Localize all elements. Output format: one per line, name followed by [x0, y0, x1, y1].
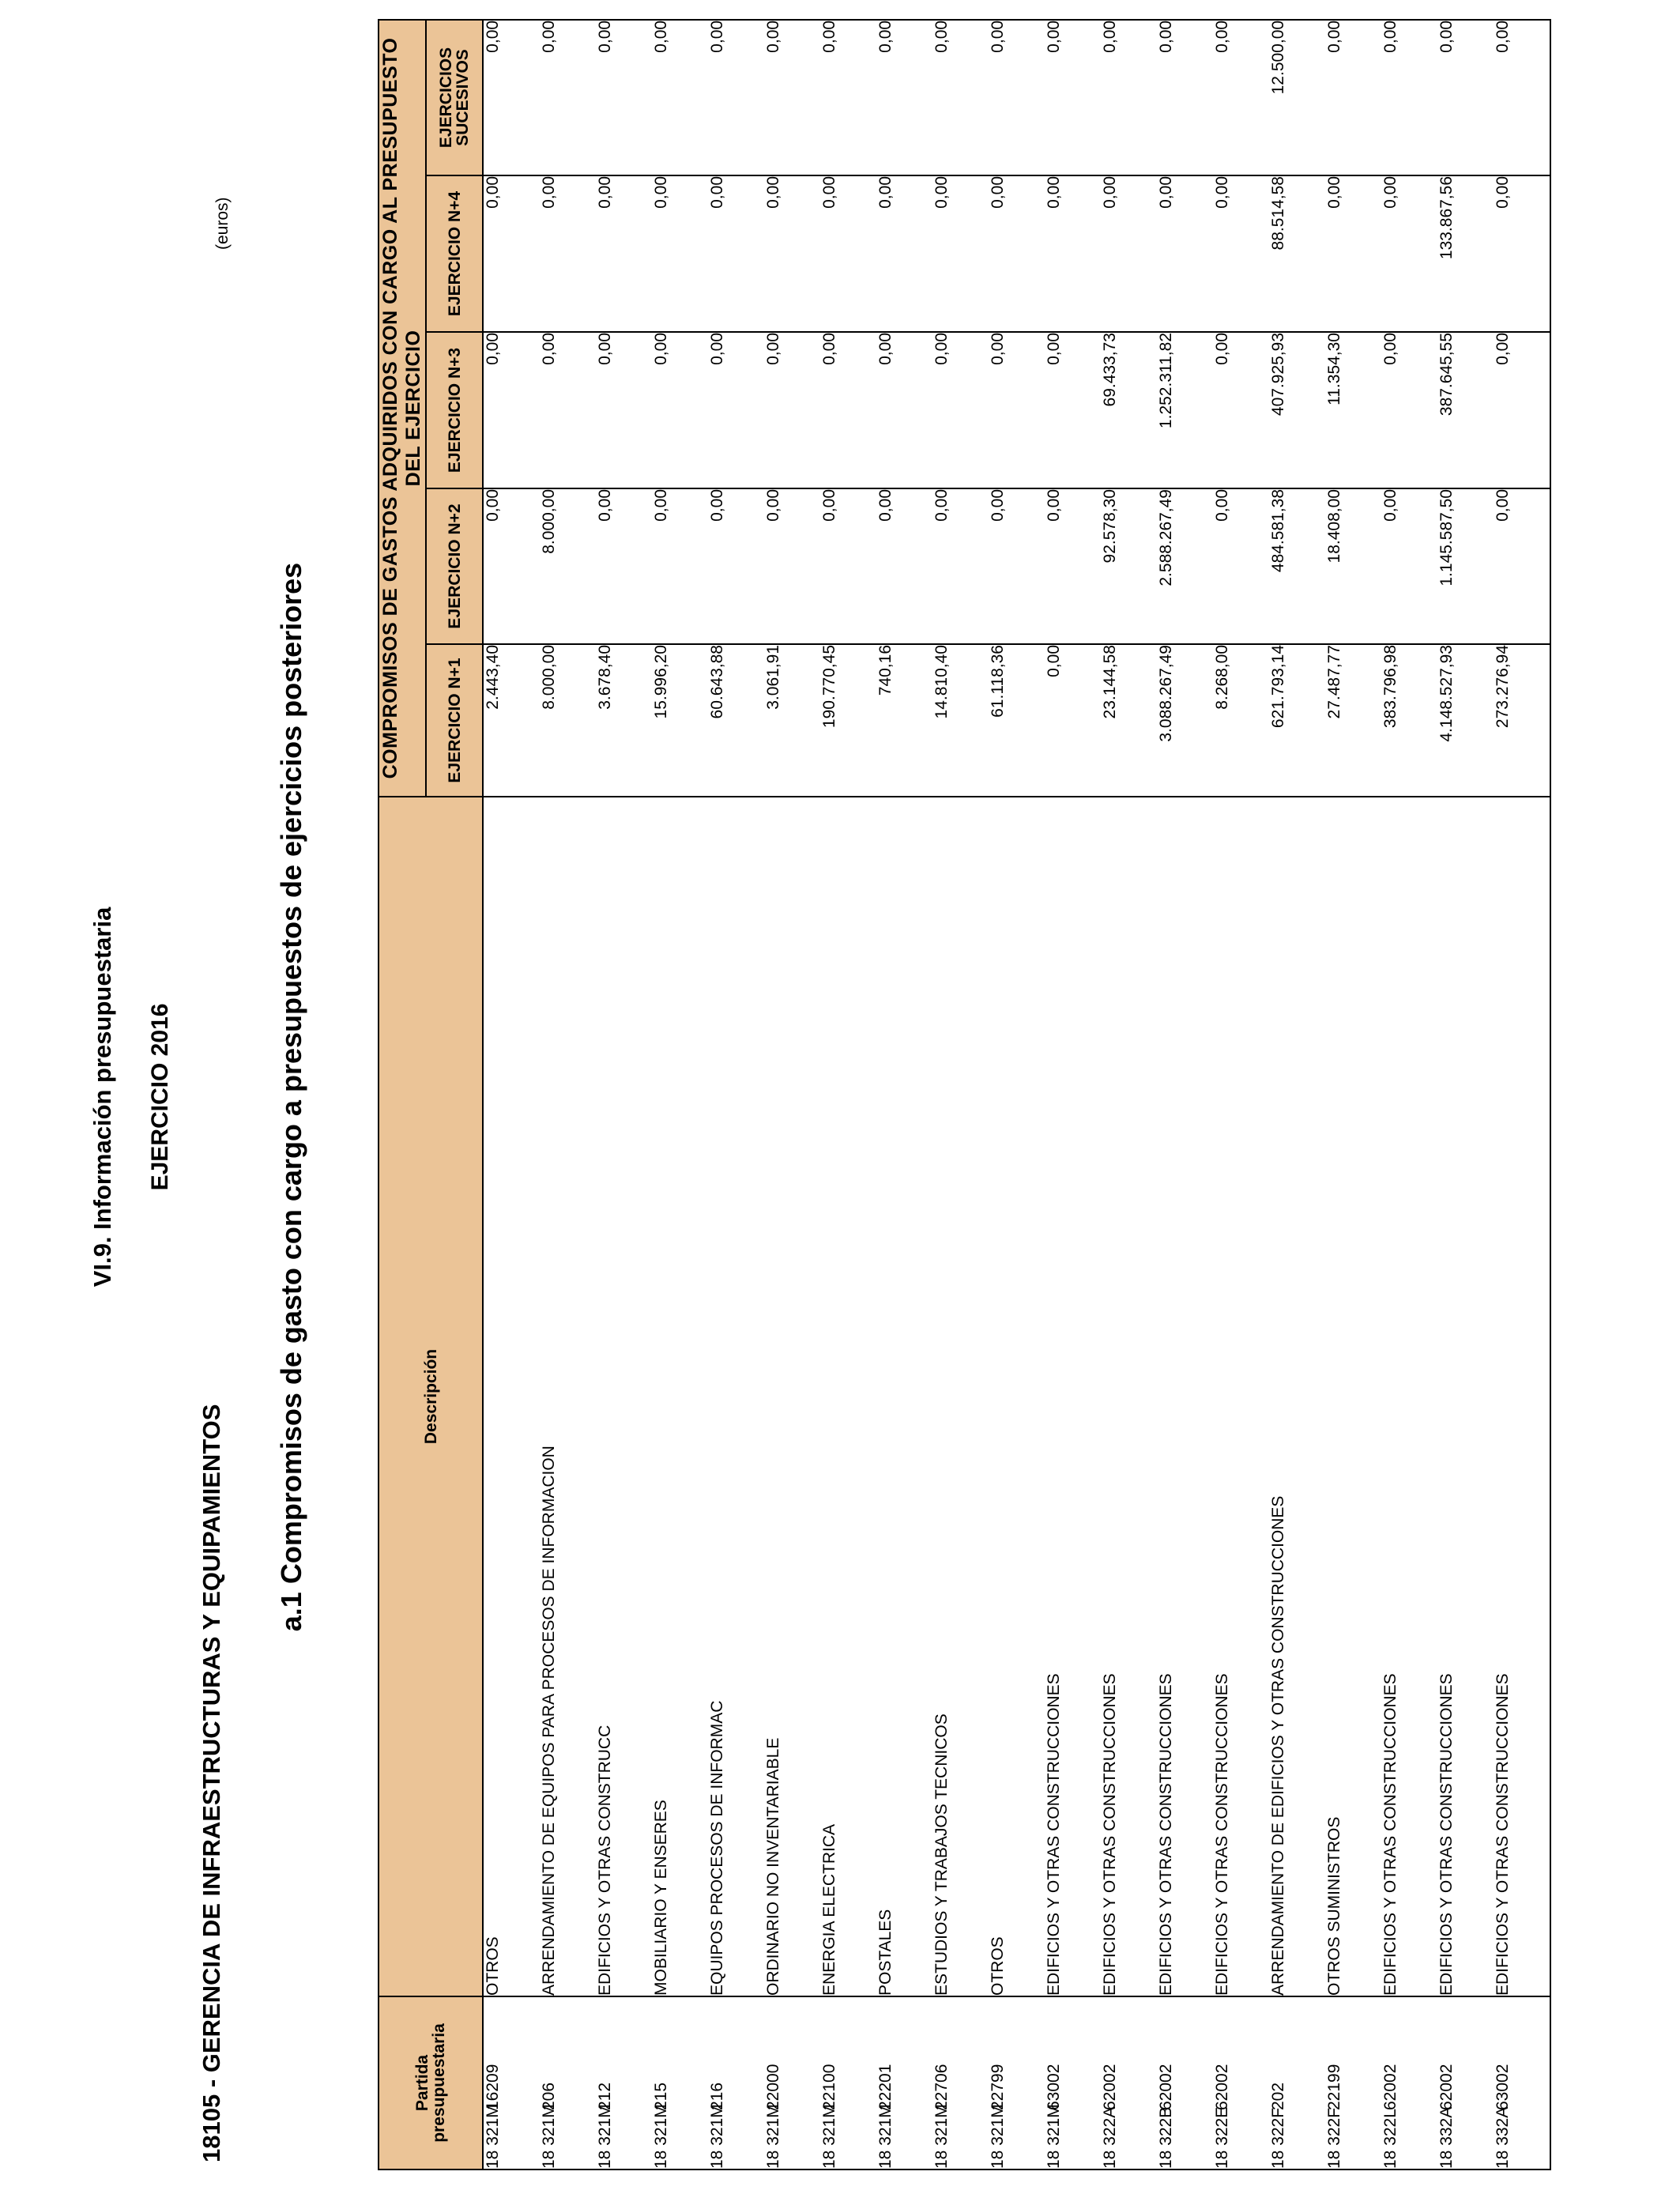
ejercicio-n3-cell: 0,00 — [1045, 332, 1101, 488]
description-cell: MOBILIARIO Y ENSERES — [652, 797, 708, 1996]
partida-cell — [989, 1996, 1045, 2169]
ejercicio-n3-cell: 0,00 — [1381, 332, 1437, 488]
ejercicio-n3-cell: 0,00 — [820, 332, 876, 488]
description-cell: EDIFICIOS Y OTRAS CONSTRUCC — [596, 797, 652, 1996]
ejercicio-n3-cell: 0,00 — [540, 332, 596, 488]
ejercicios-sucesivos-cell: 0,00 — [1381, 20, 1437, 175]
ejercicio-n1-cell: 23.144,58 — [1101, 644, 1157, 797]
ejercicio-n1-cell: 3.061,91 — [764, 644, 820, 797]
economic-code: 202 — [1269, 2082, 1287, 2110]
ejercicio-n3-cell: 0,00 — [876, 332, 932, 488]
ejercicio-n2-cell: 18.408,00 — [1325, 488, 1381, 644]
ejercicio-n1-cell: 621.793,14 — [1269, 644, 1325, 797]
program-code: 18 321M — [764, 2104, 782, 2169]
ejercicio-n1-cell: 2.443,40 — [483, 644, 540, 797]
ejercicio-n2-cell: 0,00 — [1045, 488, 1101, 644]
ejercicios-sucesivos-cell: 0,00 — [764, 20, 820, 175]
partida-cell — [483, 1996, 540, 2169]
table-row — [708, 20, 764, 2169]
ejercicio-n2-cell: 0,00 — [1494, 488, 1550, 644]
ejercicio-n2-cell: 92.578,30 — [1101, 488, 1157, 644]
description-cell: EQUIPOS PROCESOS DE INFORMAC — [708, 797, 764, 1996]
ejercicio-n1-cell: 383.796,98 — [1381, 644, 1437, 797]
ejercicio-n1-cell: 3.088.267,49 — [1157, 644, 1213, 797]
table-row — [596, 20, 652, 2169]
economic-code: 62002 — [1101, 2064, 1119, 2110]
ejercicio-n2-cell: 0,00 — [876, 488, 932, 644]
ejercicio-n4-header: EJERCICIO N+4 — [426, 175, 483, 332]
economic-code: 206 — [540, 2082, 558, 2110]
table-row — [820, 20, 876, 2169]
ejercicio-n2-cell: 0,00 — [708, 488, 764, 644]
partida-cell — [764, 1996, 820, 2169]
ejercicio-n2-cell: 2.588.267,49 — [1157, 488, 1213, 644]
ejercicio-n3-cell: 69.433,73 — [1101, 332, 1157, 488]
table-row — [1325, 20, 1381, 2169]
partida-cell — [1045, 1996, 1101, 2169]
ejercicio-n1-cell: 4.148.527,93 — [1437, 644, 1494, 797]
program-code: 18 321M — [484, 2104, 502, 2169]
ejercicio-n3-cell: 1.252.311,82 — [1157, 332, 1213, 488]
ejercicio-n3-cell: 0,00 — [652, 332, 708, 488]
description-cell: EDIFICIOS Y OTRAS CONSTRUCCIONES — [1381, 797, 1437, 1996]
ejercicio-n4-cell: 0,00 — [876, 175, 932, 332]
ejercicio-n1-cell: 60.643,88 — [708, 644, 764, 797]
ejercicio-n1-cell: 27.487,77 — [1325, 644, 1381, 797]
table-row — [1101, 20, 1157, 2169]
program-code: 18 322E — [1213, 2106, 1231, 2169]
ejercicio-n4-cell: 0,00 — [483, 175, 540, 332]
table-row — [483, 20, 540, 2169]
ejercicios-sucesivos-cell: 12.500,00 — [1269, 20, 1325, 175]
ejercicios-sucesivos-cell: 0,00 — [989, 20, 1045, 175]
ejercicio-n4-cell: 0,00 — [1045, 175, 1101, 332]
ejercicios-sucesivos-cell: 0,00 — [596, 20, 652, 175]
ejercicio-n4-cell: 133.867,56 — [1437, 175, 1494, 332]
economic-code: 62002 — [1437, 2064, 1456, 2110]
ejercicio-n2-cell: 0,00 — [1381, 488, 1437, 644]
economic-code: 22799 — [989, 2064, 1007, 2110]
partida-cell — [1437, 1996, 1494, 2169]
ejercicio-n4-cell: 0,00 — [652, 175, 708, 332]
economic-code: 22100 — [820, 2064, 838, 2110]
ejercicio-n2-cell: 1.145.587,50 — [1437, 488, 1494, 644]
ejercicios-sucesivos-cell: 0,00 — [1494, 20, 1550, 175]
ejercicio-n3-cell: 0,00 — [1494, 332, 1550, 488]
partida-cell — [708, 1996, 764, 2169]
table-row — [1437, 20, 1494, 2169]
program-code: 18 321M — [596, 2104, 614, 2169]
ejercicio-n1-cell: 8.268,00 — [1213, 644, 1269, 797]
ejercicio-n2-cell: 0,00 — [652, 488, 708, 644]
table-row — [540, 20, 596, 2169]
description-cell: OTROS SUMINISTROS — [1325, 797, 1381, 1996]
partida-cell — [1101, 1996, 1157, 2169]
ejercicio-n3-cell: 0,00 — [483, 332, 540, 488]
ejercicios-sucesivos-cell: 0,00 — [820, 20, 876, 175]
program-code: 18 322L — [1381, 2109, 1399, 2169]
economic-code: 22000 — [764, 2064, 782, 2110]
ejercicio-n4-cell: 0,00 — [1157, 175, 1213, 332]
table-row — [1381, 20, 1437, 2169]
ejercicio-n3-cell: 0,00 — [1213, 332, 1269, 488]
program-code: 18 321M — [652, 2104, 670, 2169]
organization-name: 18105 - GERENCIA DE INFRAESTRUCTURAS Y EQUIPAMIENTOS — [198, 1404, 225, 2162]
economic-code: 62002 — [1381, 2064, 1399, 2110]
partida-cell — [1325, 1996, 1381, 2169]
ejercicio-n2-cell: 0,00 — [820, 488, 876, 644]
program-code: 18 321M — [932, 2104, 951, 2169]
commitments-group-header: COMPROMISOS DE GASTOS ADQUIRIDOS CON CARGO AL PRESUPUESTO DEL EJERCICIO — [379, 20, 426, 797]
description-cell: ARRENDAMIENTO DE EQUIPOS PARA PROCESOS DE INFORMACION — [540, 797, 596, 1996]
ejercicio-n3-cell: 11.354,30 — [1325, 332, 1381, 488]
table-body — [483, 20, 1550, 2169]
partida-cell — [596, 1996, 652, 2169]
ejercicio-n1-cell: 0,00 — [1045, 644, 1101, 797]
partida-cell — [820, 1996, 876, 2169]
commitments-table — [378, 19, 1551, 2170]
ejercicio-n4-cell: 0,00 — [932, 175, 989, 332]
program-code: 18 322F — [1325, 2107, 1343, 2169]
ejercicio-n4-cell: 0,00 — [820, 175, 876, 332]
ejercicio-n1-cell: 15.996,20 — [652, 644, 708, 797]
partida-cell — [652, 1996, 708, 2169]
economic-code: 216 — [708, 2082, 726, 2110]
ejercicio-n1-cell: 61.118,36 — [989, 644, 1045, 797]
table-row — [876, 20, 932, 2169]
ejercicio-n1-cell: 740,16 — [876, 644, 932, 797]
ejercicio-n4-cell: 0,00 — [1101, 175, 1157, 332]
ejercicio-n2-cell: 484.581,38 — [1269, 488, 1325, 644]
economic-code: 215 — [652, 2082, 670, 2110]
description-cell: EDIFICIOS Y OTRAS CONSTRUCCIONES — [1157, 797, 1213, 1996]
ejercicios-sucesivos-cell: 0,00 — [652, 20, 708, 175]
partida-cell — [1213, 1996, 1269, 2169]
ejercicios-sucesivos-cell: 0,00 — [1325, 20, 1381, 175]
units-label: (euros) — [213, 197, 232, 250]
program-code: 18 321M — [989, 2104, 1007, 2169]
document-title: VI.9. Información presupuestaria — [89, 907, 116, 1287]
table-row — [1045, 20, 1101, 2169]
ejercicio-n3-cell: 0,00 — [764, 332, 820, 488]
program-code: 18 322F — [1269, 2107, 1287, 2169]
ejercicio-n3-cell: 0,00 — [708, 332, 764, 488]
ejercicio-n1-cell: 8.000,00 — [540, 644, 596, 797]
economic-code: 62002 — [1213, 2064, 1231, 2110]
description-cell: POSTALES — [876, 797, 932, 1996]
economic-code: 63002 — [1045, 2064, 1063, 2110]
ejercicios-sucesivos-cell: 0,00 — [1213, 20, 1269, 175]
ejercicios-sucesivos-cell: 0,00 — [876, 20, 932, 175]
economic-code: 16209 — [484, 2064, 502, 2110]
program-code: 18 321M — [876, 2104, 895, 2169]
ejercicios-sucesivos-cell: 0,00 — [932, 20, 989, 175]
economic-code: 63002 — [1494, 2064, 1512, 2110]
ejercicio-n4-cell: 0,00 — [764, 175, 820, 332]
partida-cell — [1157, 1996, 1213, 2169]
ejercicio-n2-cell: 0,00 — [1213, 488, 1269, 644]
partida-cell — [1269, 1996, 1325, 2169]
ejercicio-n2-cell: 8.000,00 — [540, 488, 596, 644]
description-cell: OTROS — [989, 797, 1045, 1996]
program-code: 18 332A — [1494, 2106, 1512, 2169]
ejercicio-n1-cell: 14.810,40 — [932, 644, 989, 797]
ejercicios-sucesivos-cell: 0,00 — [540, 20, 596, 175]
ejercicio-n2-cell: 0,00 — [764, 488, 820, 644]
economic-code: 62002 — [1157, 2064, 1175, 2110]
table-row — [1213, 20, 1269, 2169]
ejercicio-n3-cell: 407.925,93 — [1269, 332, 1325, 488]
partida-header: Partida presupuestaria — [379, 1996, 483, 2169]
economic-code: 22201 — [876, 2064, 895, 2110]
program-code: 18 321M — [1045, 2104, 1063, 2169]
ejercicio-n4-cell: 0,00 — [1213, 175, 1269, 332]
descripcion-header: Descripción — [379, 797, 483, 1996]
program-code: 18 332A — [1437, 2106, 1456, 2169]
description-cell: ESTUDIOS Y TRABAJOS TECNICOS — [932, 797, 989, 1996]
ejercicio-n1-cell: 190.770,45 — [820, 644, 876, 797]
partida-cell — [932, 1996, 989, 2169]
description-cell: EDIFICIOS Y OTRAS CONSTRUCCIONES — [1045, 797, 1101, 1996]
ejercicio-n1-cell: 273.276,94 — [1494, 644, 1550, 797]
partida-cell — [540, 1996, 596, 2169]
partida-cell — [1381, 1996, 1437, 2169]
ejercicios-sucesivos-cell: 0,00 — [483, 20, 540, 175]
description-cell: EDIFICIOS Y OTRAS CONSTRUCCIONES — [1101, 797, 1157, 1996]
program-code: 18 322B — [1157, 2106, 1175, 2169]
table-row — [652, 20, 708, 2169]
ejercicio-n2-header: EJERCICIO N+2 — [426, 488, 483, 644]
program-code: 18 321M — [708, 2104, 726, 2169]
table-row — [1494, 20, 1550, 2169]
economic-code: 212 — [596, 2082, 614, 2110]
ejercicio-n3-cell: 0,00 — [932, 332, 989, 488]
ejercicio-n3-cell: 0,00 — [596, 332, 652, 488]
ejercicio-n4-cell: 88.514,58 — [1269, 175, 1325, 332]
ejercicios-sucesivos-cell: 0,00 — [1157, 20, 1213, 175]
ejercicio-n2-cell: 0,00 — [596, 488, 652, 644]
description-cell: ENERGIA ELECTRICA — [820, 797, 876, 1996]
ejercicios-sucesivos-cell: 0,00 — [1101, 20, 1157, 175]
ejercicio-n2-cell: 0,00 — [932, 488, 989, 644]
section-title: a.1 Compromisos de gasto con cargo a presupuestos de ejercicios posteriores — [275, 562, 307, 1632]
ejercicio-n2-cell: 0,00 — [483, 488, 540, 644]
description-cell: EDIFICIOS Y OTRAS CONSTRUCCIONES — [1437, 797, 1494, 1996]
ejercicio-n3-cell: 387.645,55 — [1437, 332, 1494, 488]
ejercicio-n4-cell: 0,00 — [540, 175, 596, 332]
description-cell: ORDINARIO NO INVENTARIABLE — [764, 797, 820, 1996]
ejercicio-n3-header: EJERCICIO N+3 — [426, 332, 483, 488]
description-cell: EDIFICIOS Y OTRAS CONSTRUCCIONES — [1213, 797, 1269, 1996]
table-row — [989, 20, 1045, 2169]
table-row — [1269, 20, 1325, 2169]
ejercicio-n4-cell: 0,00 — [708, 175, 764, 332]
program-code: 18 321M — [820, 2104, 838, 2169]
ejercicio-n4-cell: 0,00 — [1381, 175, 1437, 332]
partida-cell — [876, 1996, 932, 2169]
program-code: 18 322A — [1101, 2106, 1119, 2169]
ejercicio-n4-cell: 0,00 — [1494, 175, 1550, 332]
table-row — [1157, 20, 1213, 2169]
description-cell: OTROS — [483, 797, 540, 1996]
ejercicio-n2-cell: 0,00 — [989, 488, 1045, 644]
ejercicio-n1-cell: 3.678,40 — [596, 644, 652, 797]
ejercicio-n1-header: EJERCICIO N+1 — [426, 644, 483, 797]
ejercicios-sucesivos-cell: 0,00 — [1045, 20, 1101, 175]
ejercicios-sucesivos-header: EJERCICIOS SUCESIVOS — [426, 20, 483, 175]
ejercicio-n4-cell: 0,00 — [1325, 175, 1381, 332]
ejercicio-n3-cell: 0,00 — [989, 332, 1045, 488]
ejercicio-n4-cell: 0,00 — [596, 175, 652, 332]
ejercicio-n4-cell: 0,00 — [989, 175, 1045, 332]
table-row — [932, 20, 989, 2169]
description-cell: ARRENDAMIENTO DE EDIFICIOS Y OTRAS CONSTRUCCIONES — [1269, 797, 1325, 1996]
table-row — [764, 20, 820, 2169]
economic-code: 22706 — [932, 2064, 951, 2110]
description-cell: EDIFICIOS Y OTRAS CONSTRUCCIONES — [1494, 797, 1550, 1996]
partida-cell — [1494, 1996, 1550, 2169]
economic-code: 22199 — [1325, 2064, 1343, 2110]
ejercicios-sucesivos-cell: 0,00 — [1437, 20, 1494, 175]
fiscal-year: EJERCICIO 2016 — [147, 1003, 173, 1191]
ejercicios-sucesivos-cell: 0,00 — [708, 20, 764, 175]
program-code: 18 321M — [540, 2104, 558, 2169]
